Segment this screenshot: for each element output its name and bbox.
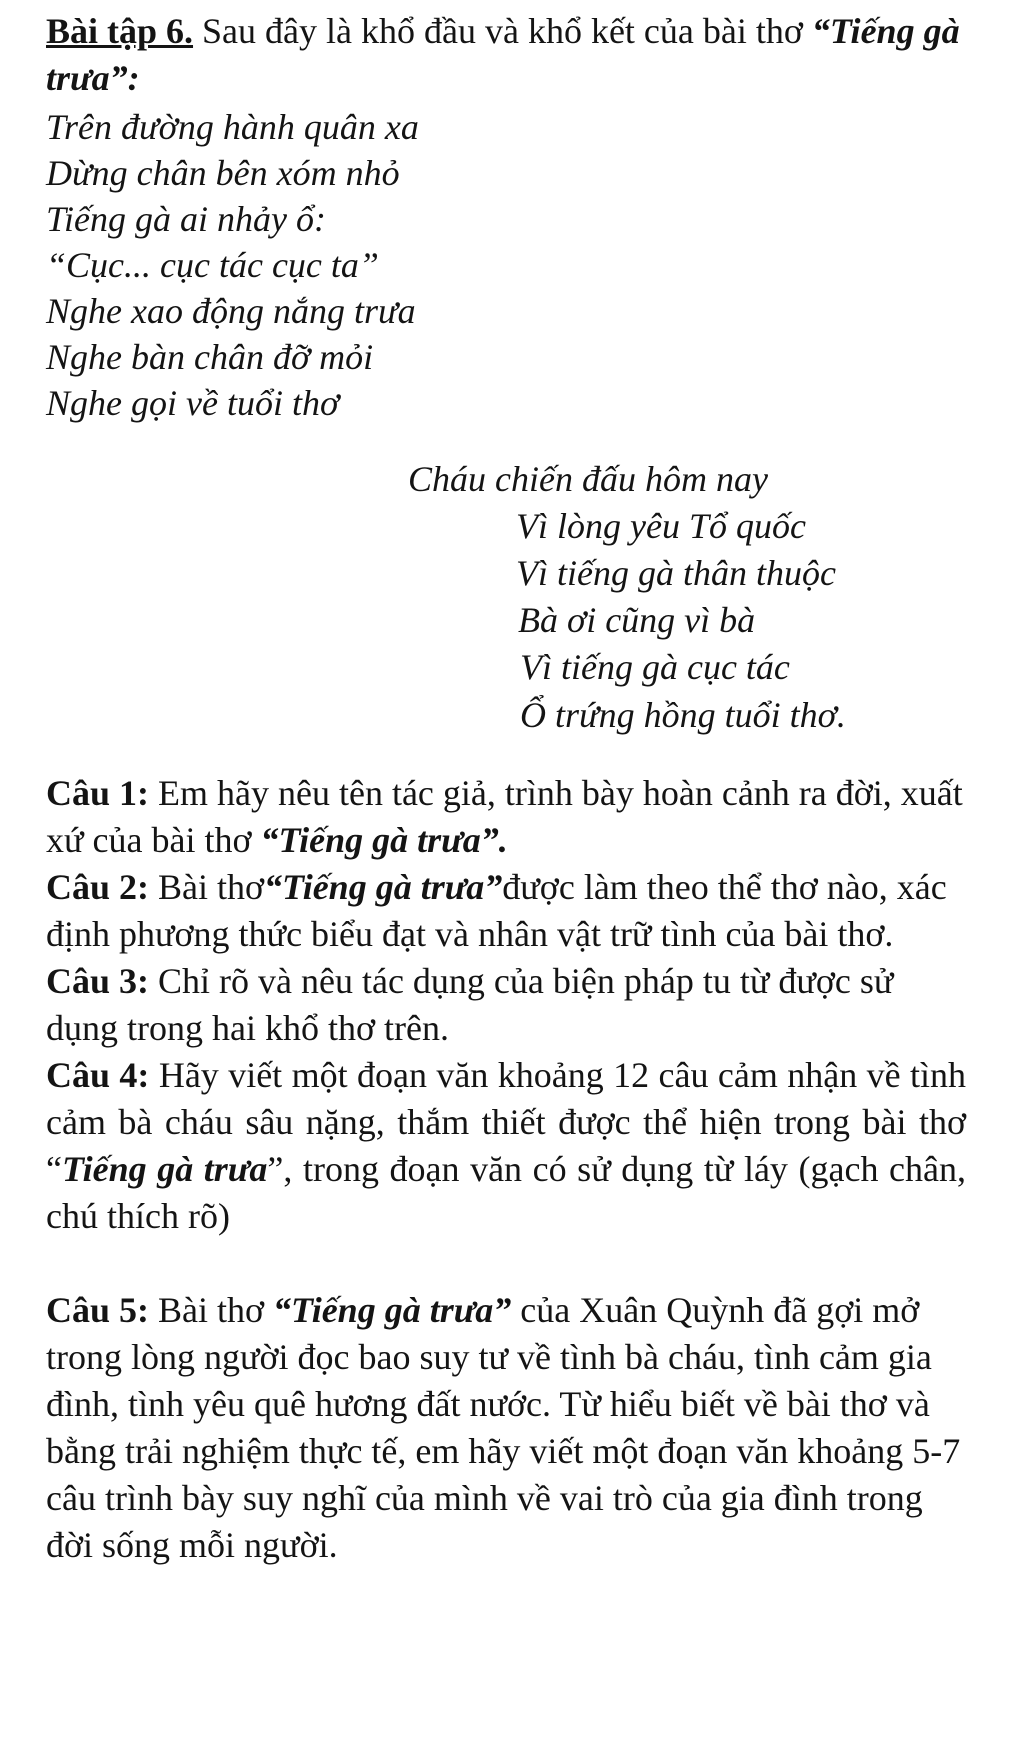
poem-line: Vì tiếng gà cục tác bbox=[520, 647, 790, 687]
poem-line: Bà ơi cũng vì bà bbox=[518, 600, 756, 640]
poem-line: Vì lòng yêu Tổ quốc bbox=[516, 506, 806, 546]
question-label: Câu 1: bbox=[46, 773, 150, 813]
poem-title-ref: “Tiếng gà trưa” bbox=[273, 1290, 512, 1330]
first-stanza bbox=[46, 104, 419, 426]
poem-line: Nghe bàn chân đỡ mỏi bbox=[46, 337, 374, 377]
poem-line: Trên đường hành quân xa bbox=[46, 107, 419, 147]
poem-line: Dừng chân bên xóm nhỏ bbox=[46, 153, 400, 193]
question-text: của Xuân Quỳnh đã gợi mở trong lòng người đọc bao suy tư về tình bà cháu, tình cảm gia đình, tình yêu quê hương đất nước. Từ hiểu biết về bài thơ và bằng trải nghiệm thực tế, em hãy viết một đoạn văn khoảng 5-7 câu trình bày suy nghĩ của mình về vai trò của gia đình trong đời sống mỗi người. bbox=[46, 1290, 961, 1565]
question-text: Chỉ rõ và nêu tác dụng của biện pháp tu từ được sử dụng trong hai khổ thơ trên. bbox=[46, 961, 894, 1048]
question-text: Bài thơ bbox=[149, 867, 265, 907]
poem-title-ref: “Tiếng gà trưa” bbox=[264, 867, 503, 907]
poem-title-ref: Tiếng gà trưa bbox=[61, 1149, 268, 1189]
poem-title-ref: “Tiếng gà trưa”. bbox=[260, 820, 508, 860]
poem-line: “Cục... cục tác cục ta” bbox=[46, 245, 379, 285]
poem-line: Nghe gọi về tuổi thơ bbox=[46, 383, 340, 423]
question-label: Câu 4: bbox=[46, 1055, 150, 1095]
question-text: Em hãy nêu tên tác giả, trình bày hoàn cảnh ra đời, xuất xứ của bài thơ bbox=[46, 773, 963, 860]
poem-line: Nghe xao động nắng trưa bbox=[46, 291, 416, 331]
poem-line: Vì tiếng gà thân thuộc bbox=[516, 553, 836, 593]
poem-line: Tiếng gà ai nhảy ổ: bbox=[46, 199, 326, 239]
question-text: được làm theo thể thơ nào, xác định phương thức biểu đạt và nhân vật trữ tình của bài thơ. bbox=[46, 867, 947, 954]
poem-line: Ổ trứng hồng tuổi thơ. bbox=[520, 695, 846, 735]
question-label: Câu 2: bbox=[46, 867, 150, 907]
exercise-heading bbox=[46, 8, 996, 102]
question-text: Bài thơ bbox=[149, 1290, 274, 1330]
exercise-intro: Sau đây là khổ đầu và khổ kết của bài thơ bbox=[193, 11, 812, 51]
question-list bbox=[46, 770, 966, 1569]
poem-title: “Tiếng gà trưa”: bbox=[46, 11, 960, 98]
question-4 bbox=[46, 1052, 966, 1240]
exercise-label: Bài tập 6. bbox=[46, 11, 194, 51]
question-5 bbox=[46, 1287, 966, 1569]
question-label: Câu 3: bbox=[46, 961, 150, 1001]
question-label: Câu 5: bbox=[46, 1290, 150, 1330]
question-text: ”, trong đoạn văn có sử dụng từ láy (gạch chân, chú thích rõ) bbox=[46, 1149, 966, 1236]
question-3 bbox=[46, 958, 966, 1052]
question-1 bbox=[46, 770, 966, 864]
question-text: Hãy viết một đoạn văn khoảng 12 câu cảm nhận về tình cảm bà cháu sâu nặng, thắm thiết được thể hiện trong bài thơ “ bbox=[46, 1055, 967, 1189]
poem-line: Cháu chiến đấu hôm nay bbox=[408, 459, 768, 499]
question-2 bbox=[46, 864, 966, 958]
